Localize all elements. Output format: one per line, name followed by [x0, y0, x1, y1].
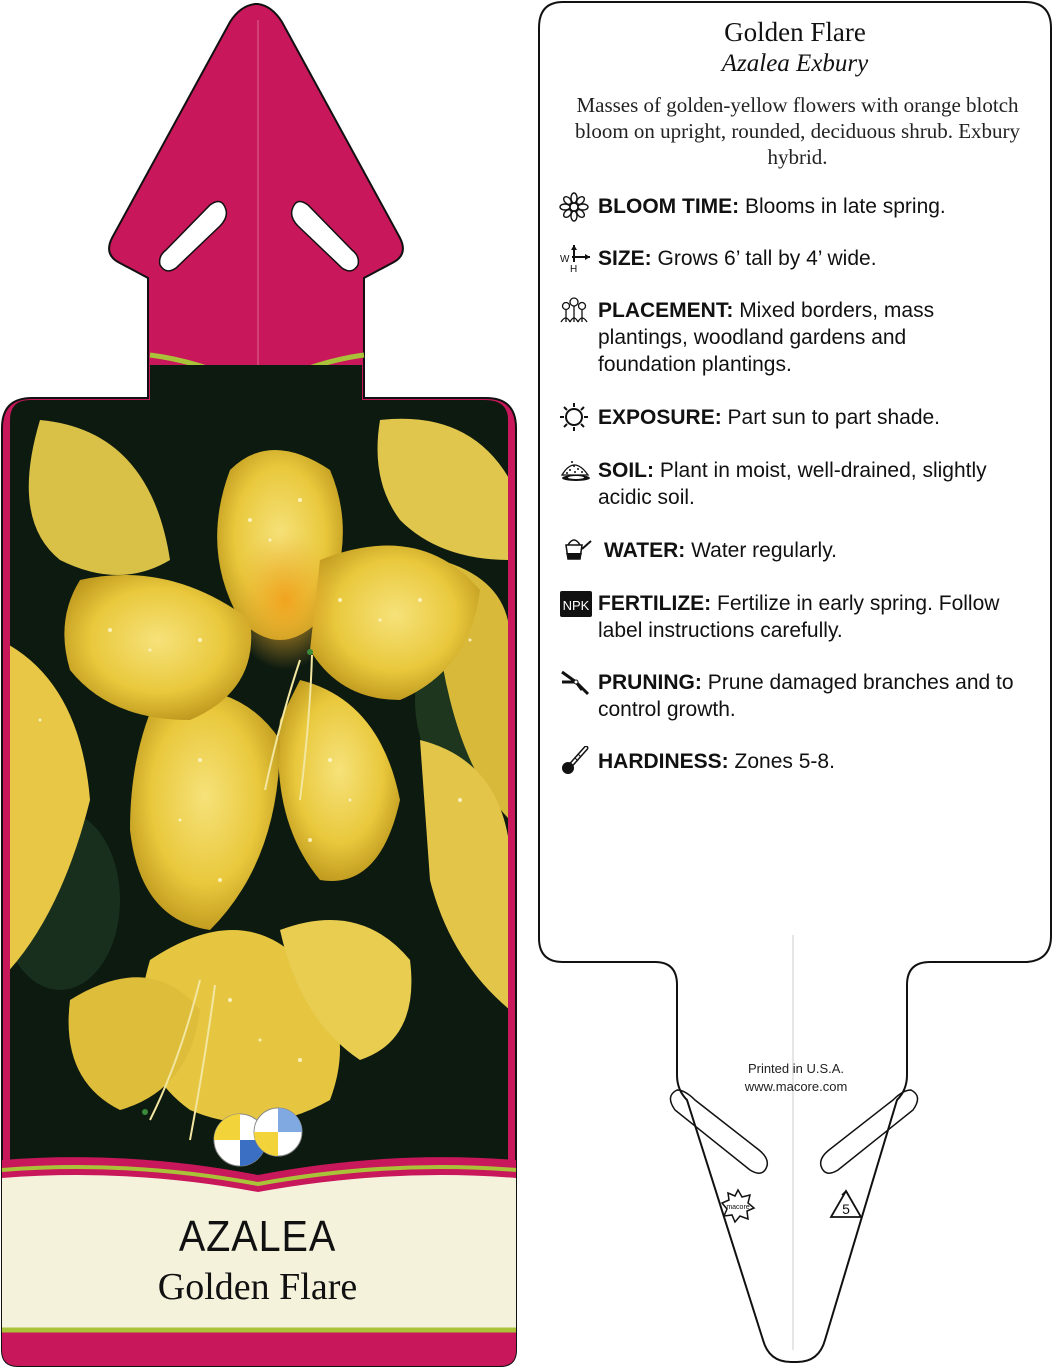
care-text: Fertilize in early spring. Follow label instructions carefully.	[598, 592, 1000, 642]
care-label: EXPOSURE:	[598, 406, 722, 429]
flower-icon	[558, 192, 594, 222]
recycle-number: 5	[842, 1201, 850, 1217]
care-pruning	[598, 669, 1028, 723]
care-text: Mixed borders, mass plantings, woodland gardens and foundation plantings.	[598, 299, 935, 376]
plant-latin-name: Azalea Exbury	[721, 50, 869, 77]
care-size	[598, 245, 1028, 272]
front-species-name: AZALEA	[178, 1212, 337, 1261]
care-fertilize	[598, 590, 1028, 644]
care-label: HARDINESS:	[598, 750, 729, 773]
care-label: PLACEMENT:	[598, 299, 734, 322]
care-label: SOIL:	[598, 459, 654, 482]
care-text: Zones 5-8.	[734, 750, 835, 773]
pruner-icon	[558, 666, 594, 696]
thermometer-icon	[558, 746, 594, 776]
care-exposure	[598, 404, 1028, 431]
care-label: BLOOM TIME:	[598, 195, 740, 218]
macore-logo-text: macore	[726, 1204, 750, 1211]
care-hardiness	[598, 748, 1028, 775]
care-label: WATER:	[604, 539, 686, 562]
care-text: Blooms in late spring.	[745, 195, 946, 218]
soil-icon	[558, 453, 594, 483]
care-label: PRUNING:	[598, 671, 702, 694]
garden-icon	[558, 294, 594, 324]
front-cultivar-name: Golden Flare	[157, 1266, 358, 1308]
front-tag	[0, 0, 520, 1369]
watering-can-icon	[558, 533, 594, 563]
care-text: Prune damaged branches and to control growth.	[598, 671, 1014, 721]
care-water	[604, 537, 1034, 564]
flower-photo	[0, 360, 520, 1200]
care-text: Plant in moist, well-drained, slightly acidic soil.	[598, 459, 987, 509]
npk-icon	[558, 588, 594, 618]
care-bloom-time	[598, 193, 1028, 220]
npk-label: NPK	[562, 598, 590, 613]
size-arrows-icon	[558, 242, 594, 272]
care-text: Water regularly.	[691, 539, 837, 562]
manufacturer-url: www.macore.com	[744, 1079, 848, 1094]
plant-title: Golden Flare	[724, 17, 866, 47]
care-label: FERTILIZE:	[598, 592, 712, 615]
sun-icon	[558, 402, 594, 432]
care-placement	[598, 297, 958, 378]
care-label: SIZE:	[598, 247, 652, 270]
printed-in: Printed in U.S.A.	[747, 1061, 845, 1076]
size-h-label: H	[570, 264, 578, 272]
care-text: Part sun to part shade.	[727, 406, 941, 429]
care-text: Grows 6’ tall by 4’ wide.	[657, 247, 877, 270]
plant-description: Masses of golden-yellow flowers with orange blotch bloom on upright, rounded, deciduous shrub. Exbury hybrid.	[574, 93, 1021, 169]
size-w-label: W	[560, 254, 570, 265]
care-soil	[598, 457, 1028, 511]
